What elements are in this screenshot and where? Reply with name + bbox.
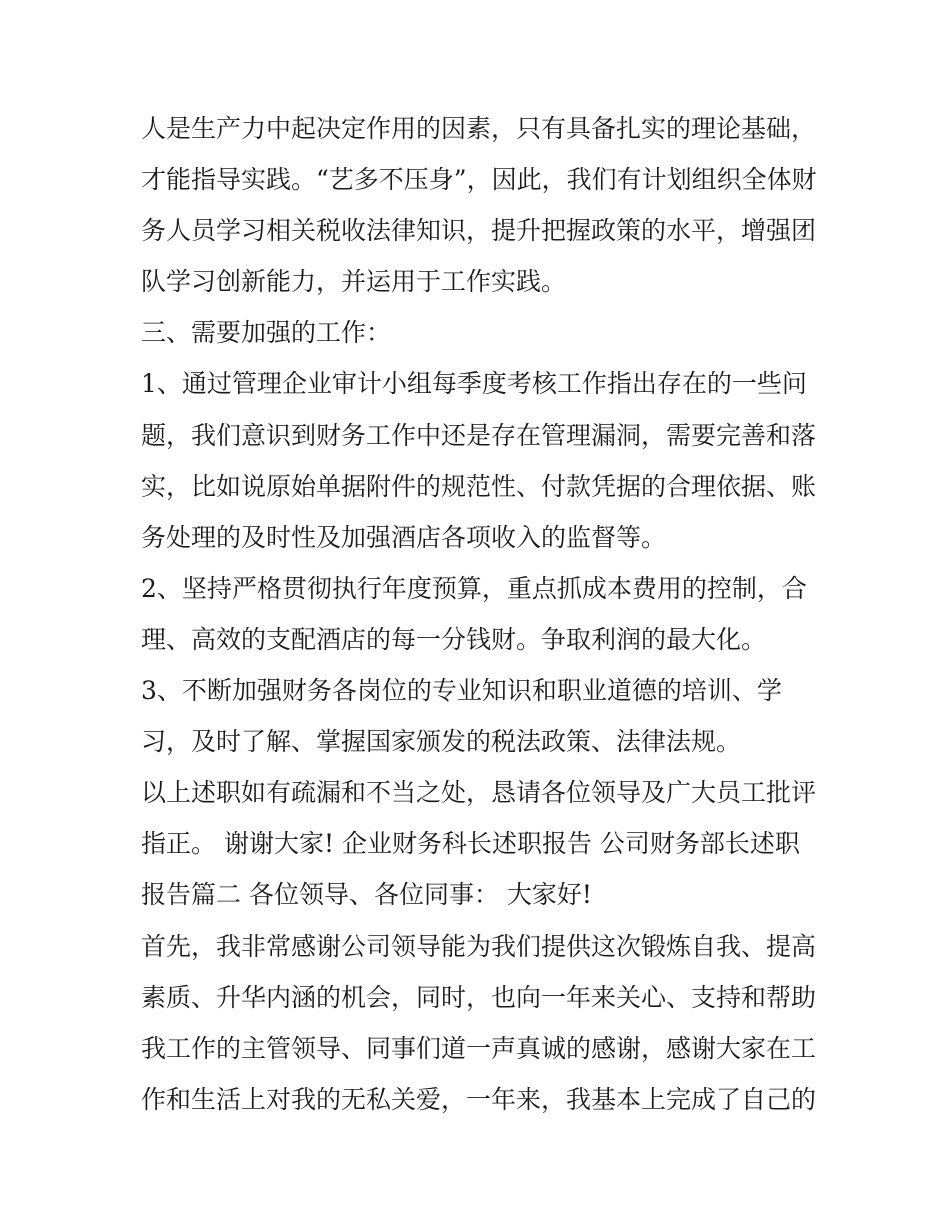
text-line: 素质、升华内涵的机会，同时，也向一年来关心、支持和帮助 [141,982,817,1012]
list-item-1-line: 1、通过管理企业审计小组每季度考核工作指出存在的一些问 [141,369,807,399]
text-line: 务人员学习相关税收法律知识，提升把握政策的水平，增强团 [141,216,817,246]
section-heading: 三、需要加强的工作： [141,318,392,348]
document-body [141,103,821,1125]
text-line: 才能指导实践。“艺多不压身”，因此，我们有计划组织全体财 [141,165,817,195]
text-line: 队学习创新能力，并运用于工作实践。 [141,267,567,297]
text-line: 我工作的主管领导、同事们道一声真诚的感谢，感谢大家在工 [141,1033,817,1063]
text-line: 以上述职如有疏漏和不当之处，恳请各位领导及广大员工批评 [141,778,817,808]
list-item-2-line: 理、高效的支配酒店的每一分钱财。争取利润的最大化。 [141,624,767,654]
text-line: 人是生产力中起决定作用的因素，只有具备扎实的理论基础， [141,114,817,143]
list-item-3-line: 3、不断加强财务各岗位的专业知识和职业道德的培训、学 [141,676,782,706]
text-line: 首先，我非常感谢公司领导能为我们提供这次锻炼自我、提高 [141,931,817,961]
list-item-2-line: 2、坚持严格贯彻执行年度预算，重点抓成本费用的控制，合 [141,573,807,603]
list-item-1-line: 实，比如说原始单据附件的规范性、付款凭据的合理依据、账 [141,471,817,501]
list-item-3-line: 习，及时了解、掌握国家颁发的税法政策、法律法规。 [141,727,742,757]
text-line: 作和生活上对我的无私关爱，一年来，我基本上完成了自己的 [141,1084,817,1114]
text-line: 报告篇二 各位领导、各位同事： 大家好! [141,880,592,910]
text-line: 指正。 谢谢大家! 企业财务科长述职报告 公司财务部长述职 [141,829,800,859]
list-item-1-line: 题，我们意识到财务工作中还是存在管理漏洞，需要完善和落 [141,420,817,450]
list-item-1-line: 务处理的及时性及加强酒店各项收入的监督等。 [141,522,667,552]
